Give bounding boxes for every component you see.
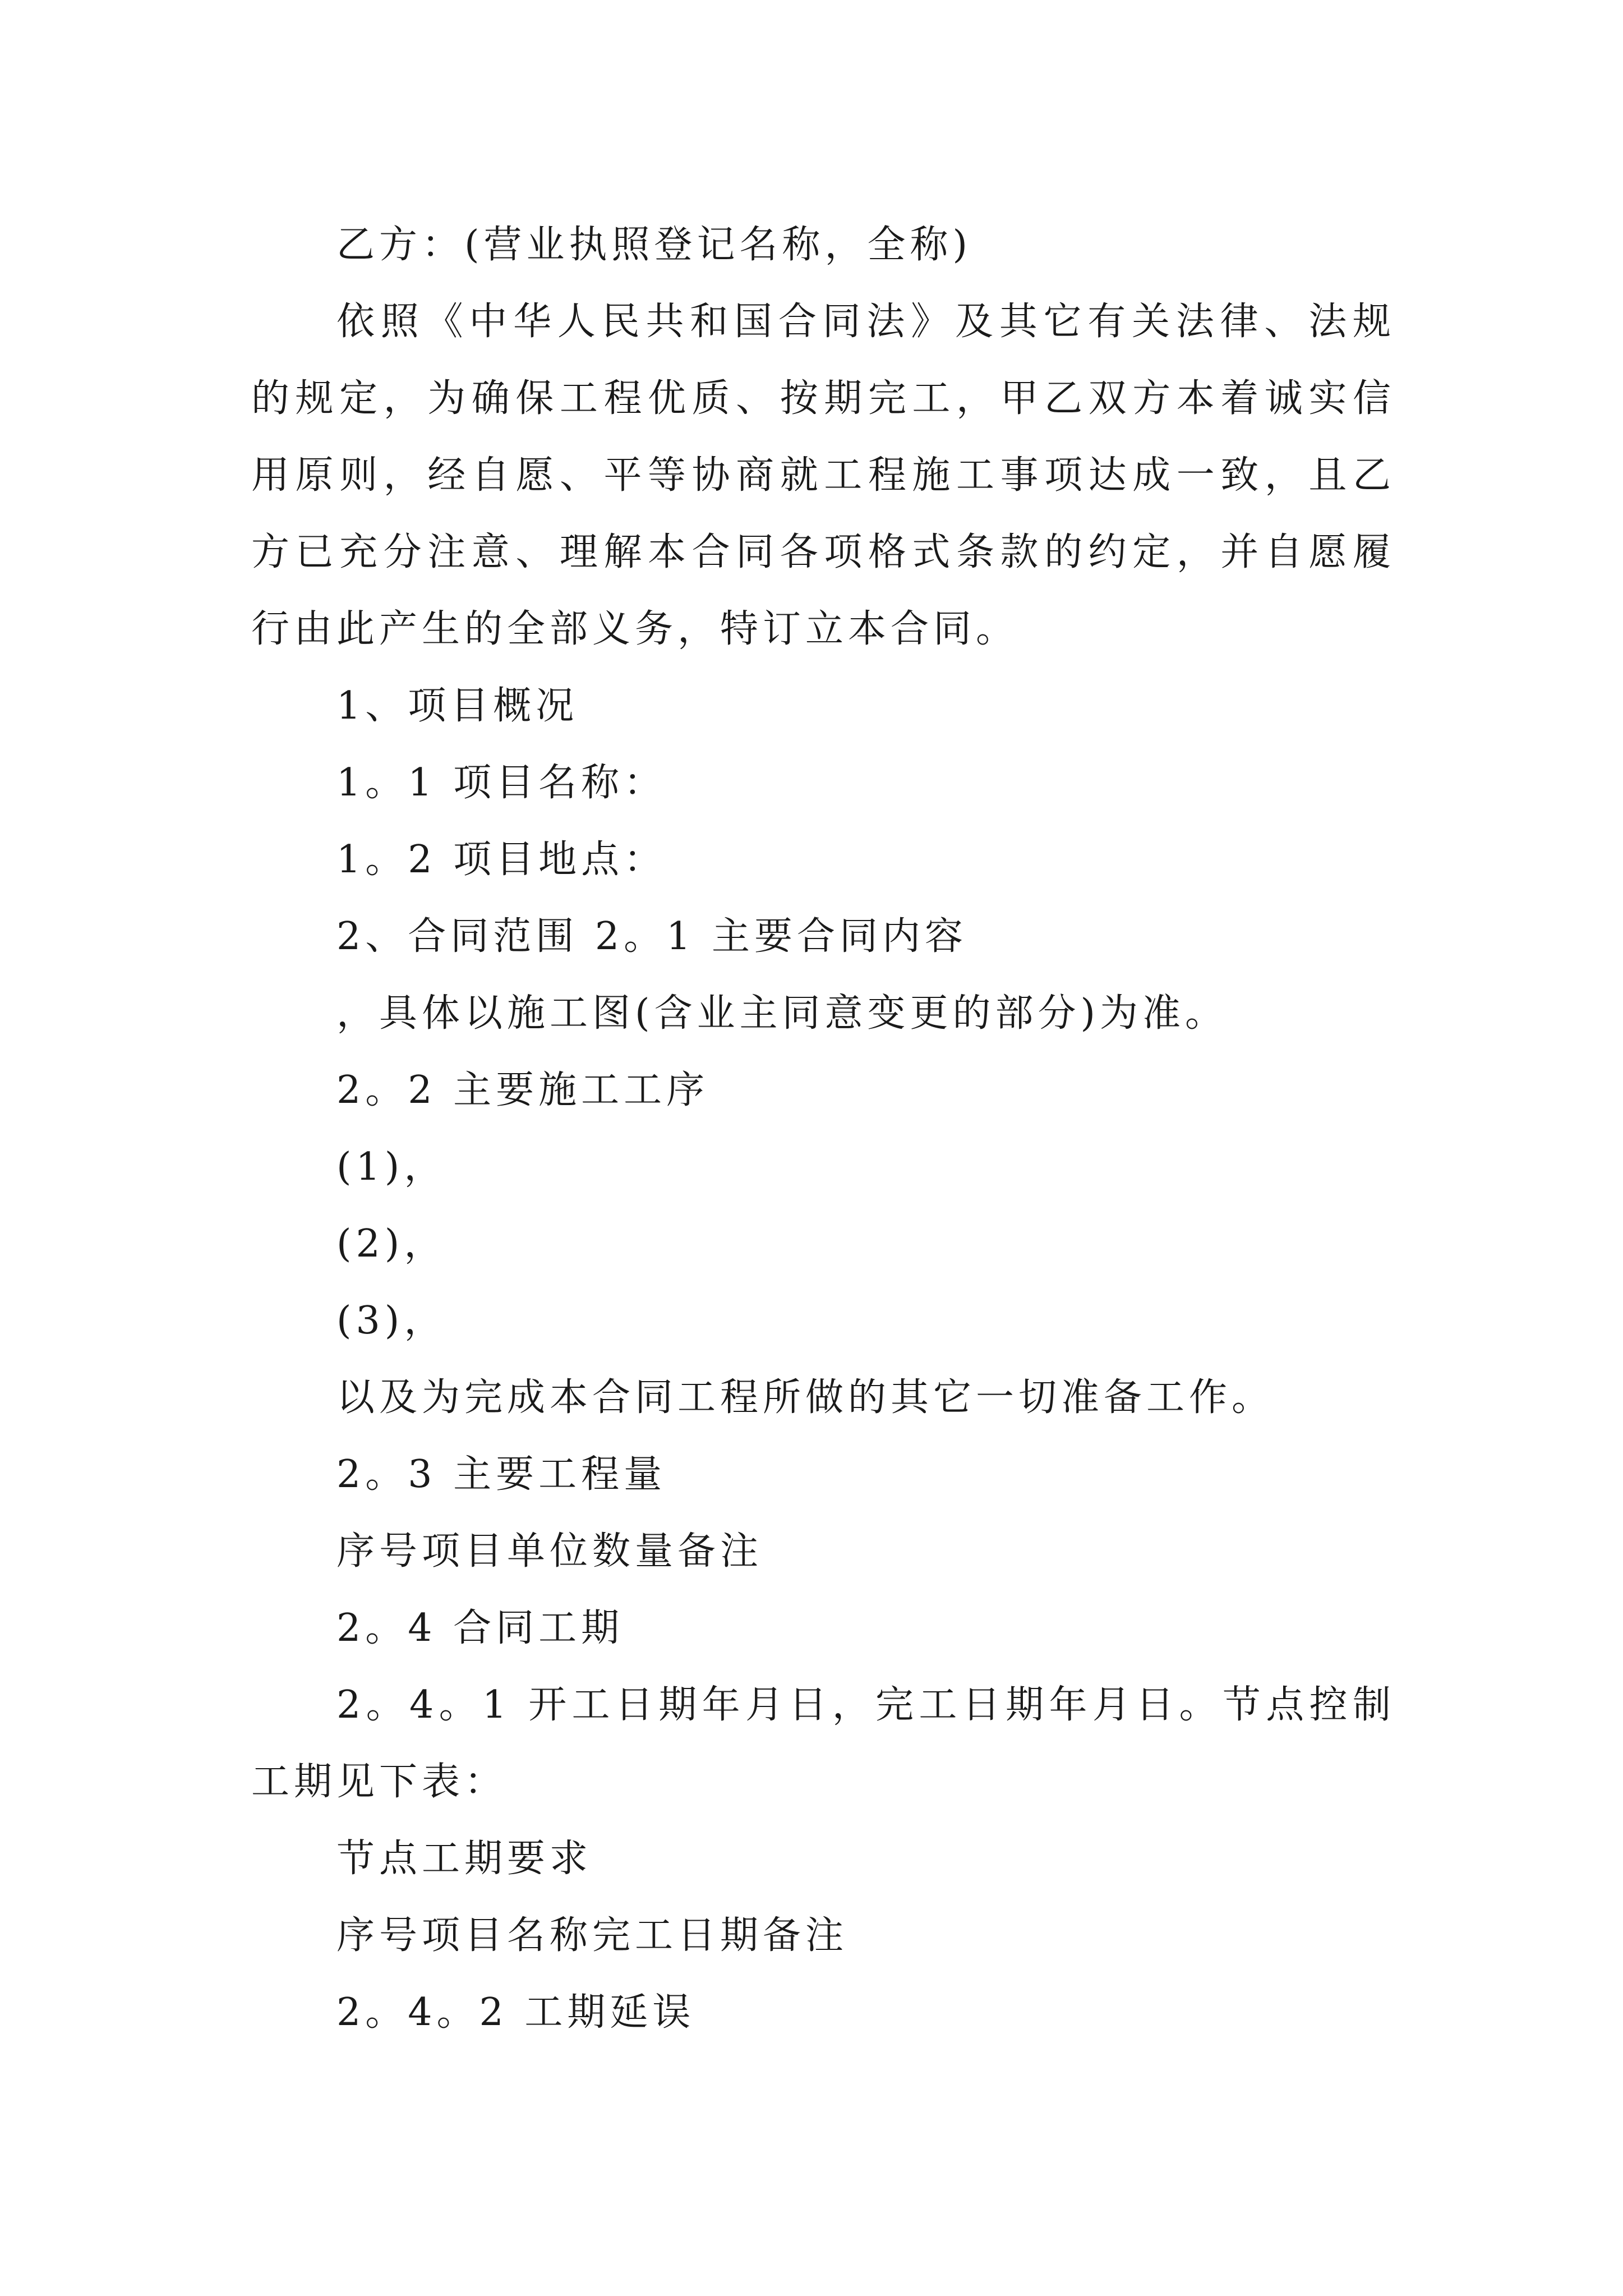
item-2-4-1-line-1: 2。4。1 开工日期年月日，完工日期年月日。节点控制 [336,1683,1395,1727]
item-2-2: 2。2 主要施工工序 [336,1068,709,1112]
item-2-4-2: 2。4。2 工期延误 [336,1990,695,2035]
section-1-heading: 1、项目概况 [336,684,579,728]
preamble-line-3: 用原则，经自愿、平等协商就工程施工事项达成一致，且乙 [251,453,1395,498]
quantity-table-header: 序号项目单位数量备注 [336,1529,763,1573]
process-step-3: (3)， [336,1299,447,1343]
item-1-2: 1。2 项目地点： [336,838,667,882]
milestone-table-header: 序号项目名称完工日期备注 [336,1913,849,1958]
preparation-note: 以及为完成本合同工程所做的其它一切准备工作。 [336,1375,1275,1420]
item-2-3: 2。3 主要工程量 [336,1452,667,1497]
party-b-line: 乙方：(营业执照登记名称，全称) [336,223,972,267]
preamble-line-4: 方已充分注意、理解本合同各项格式条款的约定，并自愿履 [251,530,1395,574]
item-2-4: 2。4 合同工期 [336,1606,624,1650]
contract-content-note: ，具体以施工图(含业主同意变更的部分)为准。 [336,991,1228,1036]
preamble-line-1: 依照《中华人民共和国合同法》及其它有关法律、法规 [336,300,1395,344]
process-step-1: (1)， [336,1145,447,1189]
process-step-2: (2)， [336,1222,447,1266]
item-2-4-1-line-2: 工期见下表： [251,1760,508,1804]
section-2-heading: 2、合同范围 2。1 主要合同内容 [336,914,968,959]
milestone-heading: 节点工期要求 [336,1837,593,1881]
item-1-1: 1。1 项目名称： [336,761,667,805]
document-body [251,206,1395,2051]
preamble-line-5: 行由此产生的全部义务，特订立本合同。 [251,607,1019,651]
preamble-line-2: 的规定，为确保工程优质、按期完工，甲乙双方本着诚实信 [251,376,1395,421]
